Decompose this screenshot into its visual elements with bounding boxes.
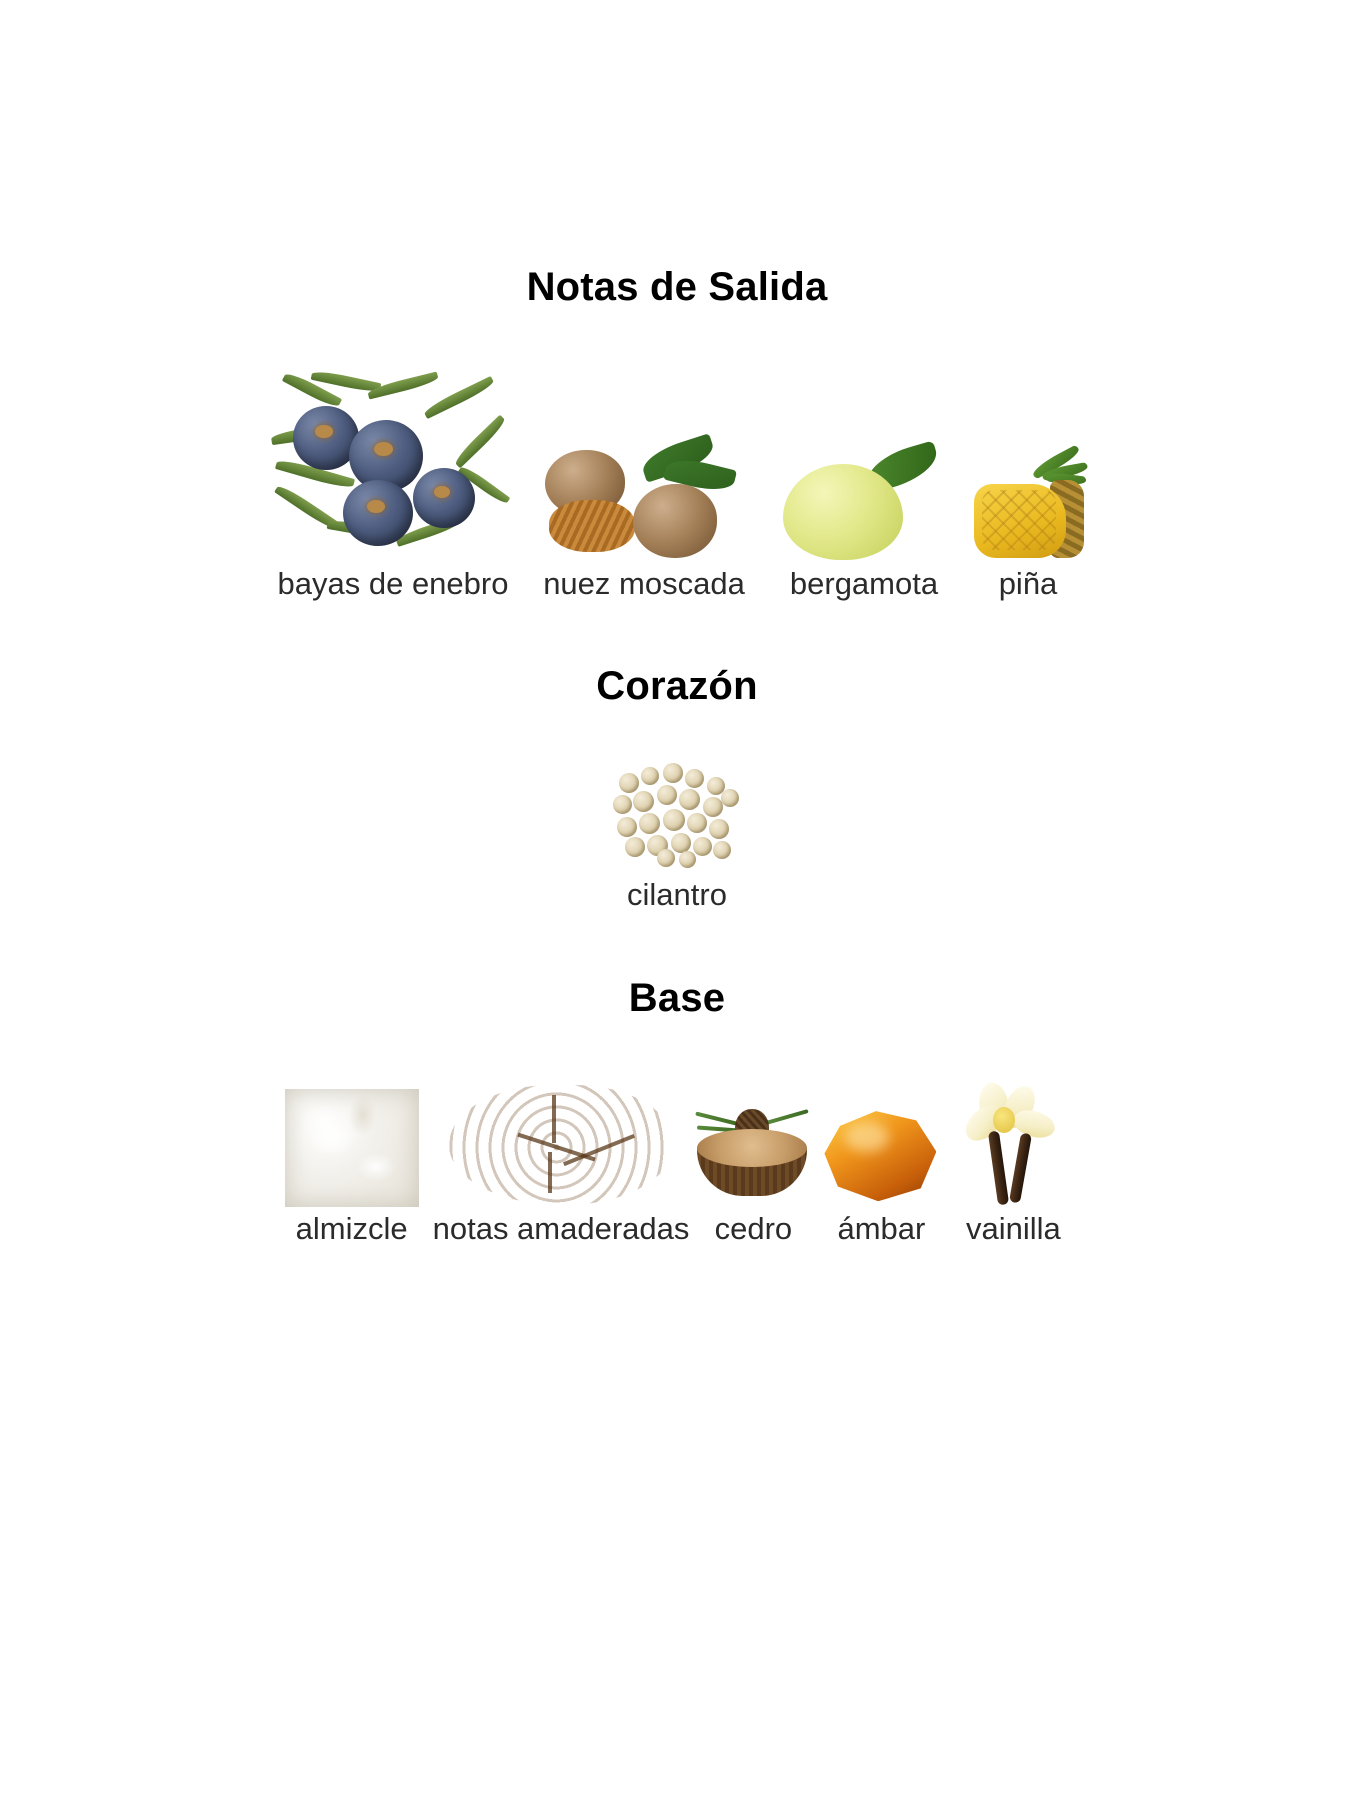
vanilla-flower-icon <box>953 1083 1073 1207</box>
wood-log-icon <box>441 1083 681 1207</box>
section-title-top-notes: Notas de Salida <box>526 265 828 309</box>
amber-resin-icon <box>820 1101 942 1207</box>
section-heart-notes <box>0 664 1354 913</box>
note-item-vanilla <box>949 1079 1077 1247</box>
note-item-amber <box>817 1095 945 1247</box>
note-item-nutmeg <box>528 442 760 602</box>
nutmeg-figure <box>528 442 760 562</box>
juniper-berries-icon <box>271 376 515 562</box>
heart-notes-row <box>0 761 1354 913</box>
bergamot-figure <box>766 447 962 562</box>
section-title-base-notes: Base <box>628 976 726 1021</box>
note-item-pineapple <box>970 454 1086 602</box>
note-item-woody <box>433 1079 690 1247</box>
musk-figure <box>277 1085 427 1207</box>
pineapple-icon <box>972 456 1084 562</box>
pineapple-figure <box>970 454 1086 562</box>
cedar-stump-icon <box>695 1095 811 1207</box>
note-item-bergamot <box>766 447 962 602</box>
base-notes-row <box>0 1079 1354 1247</box>
juniper-berries-figure <box>268 372 518 562</box>
coriander-seeds-icon <box>613 763 741 865</box>
nutmeg-icon <box>529 444 759 562</box>
note-item-juniper-berries <box>268 372 518 602</box>
vanilla-figure <box>949 1079 1077 1207</box>
amber-figure <box>817 1095 945 1207</box>
note-label-woody: notas amaderadas <box>432 1211 690 1247</box>
note-label-juniper-berries: bayas de enebro <box>277 566 509 601</box>
note-label-amber: ámbar <box>837 1211 926 1247</box>
section-title-heart-notes: Corazón <box>596 663 758 708</box>
note-label-coriander: cilantro <box>627 876 727 912</box>
note-item-cedar <box>693 1091 813 1247</box>
note-label-musk: almizcle <box>295 1211 408 1247</box>
note-label-nutmeg: nuez moscada <box>543 566 745 601</box>
note-item-coriander <box>611 761 743 913</box>
section-top-notes <box>0 265 1354 602</box>
note-label-cedar: cedro <box>714 1211 793 1247</box>
musk-icon <box>285 1089 419 1207</box>
note-label-pineapple: piña <box>998 566 1058 601</box>
section-base-notes <box>0 976 1354 1247</box>
fragrance-pyramid <box>0 265 1354 1247</box>
note-item-musk <box>277 1085 427 1247</box>
top-notes-row <box>0 372 1354 602</box>
note-label-vanilla: vainilla <box>966 1211 1061 1247</box>
coriander-figure <box>611 761 743 865</box>
cedar-figure <box>693 1091 813 1207</box>
bergamot-icon <box>769 450 959 562</box>
note-label-bergamot: bergamota <box>789 566 939 601</box>
woody-figure <box>436 1079 686 1207</box>
